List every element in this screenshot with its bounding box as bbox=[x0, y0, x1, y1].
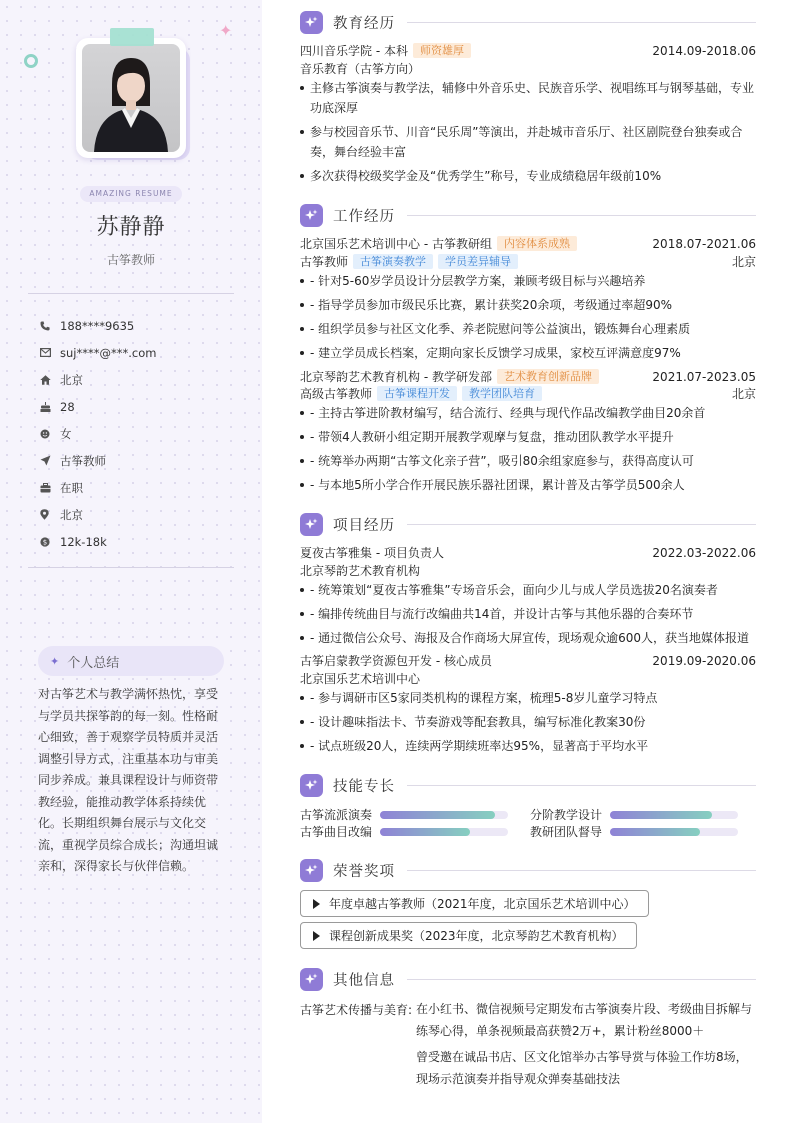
list-item: - 主持古筝进阶教材编写，结合流行、经典与现代作品改编教学曲目20余首 bbox=[300, 403, 756, 423]
other-paragraph: 曾受邀在诚品书店、区文化馆举办古筝导赏与体验工作坊8场，现场示范演奏并指导观众弹奏基础技法 bbox=[416, 1050, 748, 1086]
contact-value: 在职 bbox=[60, 480, 83, 495]
summary-header bbox=[38, 646, 224, 676]
skill-bar bbox=[610, 811, 738, 819]
skill-item bbox=[300, 806, 508, 823]
salary-icon bbox=[40, 537, 60, 547]
contact-target-role bbox=[40, 447, 240, 474]
section-other-header bbox=[300, 967, 756, 991]
skill-bar-fill bbox=[380, 811, 495, 819]
job-date: 2021.07-2023.05 bbox=[652, 370, 756, 384]
job-company: 北京琴韵艺术教育机构 - 教学研发部 bbox=[300, 370, 492, 384]
decorative-ring-icon bbox=[24, 54, 38, 68]
other-paragraph: 在小红书、微信视频号定期发布古筝演奏片段、考级曲目拆解与练琴心得，单条视频最高获赞2万+，累计粉丝8000＋ bbox=[416, 1002, 753, 1038]
job-skill-tag: 古筝演奏教学 bbox=[353, 254, 433, 269]
skill-item bbox=[530, 806, 738, 823]
skill-item bbox=[530, 823, 738, 840]
job-company-row bbox=[300, 369, 756, 385]
skill-bar bbox=[380, 828, 508, 836]
sparkle-icon bbox=[300, 968, 323, 991]
sparkle-icon bbox=[300, 11, 323, 34]
skill-bar-fill bbox=[610, 828, 700, 836]
briefcase-icon bbox=[40, 483, 60, 493]
list-item: - 针对5-60岁学员设计分层教学方案，兼顾考级目标与兴趣培养 bbox=[300, 271, 756, 291]
section-awards-header bbox=[300, 858, 756, 882]
job-city: 北京 bbox=[731, 387, 756, 401]
section-divider bbox=[407, 785, 756, 786]
section-work-header bbox=[300, 203, 756, 227]
candidate-name: 苏静静 bbox=[96, 215, 166, 240]
contact-value: 188****9635 bbox=[60, 318, 135, 333]
list-item: - 指导学员参加市级民乐比赛，累计获奖20余项，考级通过率超90% bbox=[300, 295, 756, 315]
section-title: 项目经历 bbox=[333, 517, 395, 534]
sparkle-icon bbox=[300, 513, 323, 536]
job-position-row bbox=[300, 254, 756, 270]
contact-age bbox=[40, 393, 240, 420]
section-education-header bbox=[300, 10, 756, 34]
school-tag: 师资雄厚 bbox=[413, 43, 471, 58]
gender-icon bbox=[40, 429, 60, 439]
other-label: 古筝艺术传播与美育: bbox=[300, 1003, 413, 1017]
award-item[interactable] bbox=[300, 922, 637, 949]
divider bbox=[28, 567, 234, 568]
education-school-row bbox=[300, 43, 756, 59]
section-divider bbox=[407, 22, 756, 23]
contact-value: 28 bbox=[60, 399, 75, 414]
contact-location bbox=[40, 501, 240, 528]
section-title: 荣誉奖项 bbox=[333, 863, 395, 880]
project-date: 2019.09-2020.06 bbox=[652, 654, 756, 668]
job-position: 高级古筝教师 bbox=[300, 387, 373, 401]
project-date: 2022.03-2022.06 bbox=[652, 546, 756, 560]
cake-icon bbox=[40, 402, 60, 412]
skill-name: 教研团队督导 bbox=[530, 825, 603, 839]
phone-icon bbox=[40, 321, 60, 331]
education-date: 2014.09-2018.06 bbox=[652, 44, 756, 58]
award-text: 课程创新成果奖（2023年度，北京琴韵艺术教育机构） bbox=[329, 929, 624, 943]
job-skill-tag: 学员差异辅导 bbox=[438, 254, 518, 269]
section-divider bbox=[407, 870, 756, 871]
contact-phone bbox=[40, 312, 240, 339]
list-item: - 试点班级20人，连续两学期续班率达95%，显著高于平均水平 bbox=[300, 736, 756, 756]
education-major: 音乐教育（古筝方向） bbox=[300, 62, 421, 76]
contact-value: 北京 bbox=[60, 507, 83, 522]
list-item: - 参与调研市区5家同类机构的课程方案，梳理5-8岁儿童学习特点 bbox=[300, 688, 756, 708]
list-item: - 通过微信公众号、海报及合作商场大屏宣传，现场观众逾600人，获当地媒体报道 bbox=[300, 628, 756, 648]
section-projects-header bbox=[300, 512, 756, 536]
list-item: 参与校园音乐节、川音“民乐周”等演出，并赴城市音乐厅、社区剧院登台独奏或合奏，舞台经验丰富 bbox=[300, 122, 756, 162]
list-item: 多次获得校级奖学金及“优秀学生”称号，专业成绩稳居年级前10% bbox=[300, 166, 756, 186]
contact-value: 女 bbox=[60, 426, 72, 441]
candidate-role: 古筝教师 bbox=[106, 253, 155, 267]
list-item: - 统筹策划“夏夜古筝雅集”专场音乐会，面向少儿与成人学员选拔20名演奏者 bbox=[300, 580, 756, 600]
location-icon bbox=[40, 509, 60, 520]
divider bbox=[28, 293, 234, 294]
section-title: 技能专长 bbox=[333, 778, 395, 795]
project-name: 夏夜古筝雅集 - 项目负责人 bbox=[300, 546, 444, 560]
section-title: 其他信息 bbox=[333, 972, 395, 989]
contact-list bbox=[40, 312, 240, 555]
list-item: - 组织学员参与社区文化季、养老院慰问等公益演出，锻炼舞台心理素质 bbox=[300, 319, 756, 339]
summary-title: 个人总结 bbox=[67, 655, 120, 671]
section-title: 教育经历 bbox=[333, 15, 395, 32]
section-divider bbox=[407, 979, 756, 980]
photo-frame bbox=[76, 38, 186, 158]
school-name: 四川音乐学院 - 本科 bbox=[300, 44, 408, 58]
list-item: - 编排传统曲目与流行改编曲共14首，并设计古筝与其他乐器的合奏环节 bbox=[300, 604, 756, 624]
job-position: 古筝教师 bbox=[300, 255, 349, 269]
list-item: - 带领4人教研小组定期开展教学观摩与复盘，推动团队教学水平提升 bbox=[300, 427, 756, 447]
skill-name: 古筝流派演奏 bbox=[300, 808, 373, 822]
list-item: 主修古筝演奏与教学法，辅修中外音乐史、民族音乐学、视唱练耳与钢琴基础，专业功底深厚 bbox=[300, 78, 756, 118]
contact-city bbox=[40, 366, 240, 393]
project-name-row bbox=[300, 545, 756, 561]
section-title: 工作经历 bbox=[333, 208, 395, 225]
project-name-row bbox=[300, 653, 756, 669]
play-triangle-icon bbox=[313, 931, 320, 941]
job-position-row bbox=[300, 386, 756, 402]
contact-salary bbox=[40, 528, 240, 555]
sparkle-icon: ✦ bbox=[219, 21, 233, 40]
job-date: 2018.07-2021.06 bbox=[652, 237, 756, 251]
skill-bar-fill bbox=[610, 811, 712, 819]
section-divider bbox=[407, 215, 756, 216]
list-item: - 建立学员成长档案，定期向家长反馈学习成果，家校互评满意度97% bbox=[300, 343, 756, 363]
list-item: - 与本地5所小学合作开展民族乐器社团课，累计普及古筝学员500余人 bbox=[300, 475, 756, 495]
job-skill-tag: 教学团队培育 bbox=[462, 386, 542, 401]
skill-bar bbox=[610, 828, 738, 836]
contact-status bbox=[40, 474, 240, 501]
profile-photo bbox=[76, 38, 188, 158]
award-item[interactable] bbox=[300, 890, 649, 917]
contact-value: 12k-18k bbox=[60, 534, 107, 549]
sparkle-icon bbox=[300, 204, 323, 227]
job-city: 北京 bbox=[731, 255, 756, 269]
skill-bar-fill bbox=[380, 828, 470, 836]
award-text: 年度卓越古筝教师（2021年度，北京国乐艺术培训中心） bbox=[329, 897, 636, 911]
resume-tagline: AMAZING RESUME bbox=[80, 186, 182, 202]
skill-name: 古筝曲目改编 bbox=[300, 825, 373, 839]
contact-value: 古筝教师 bbox=[60, 453, 106, 468]
sparkle-icon bbox=[300, 774, 323, 797]
mail-icon bbox=[40, 348, 60, 357]
project-org: 北京国乐艺术培训中心 bbox=[300, 672, 421, 686]
job-company: 北京国乐艺术培训中心 - 古筝教研组 bbox=[300, 237, 492, 251]
skill-bar bbox=[380, 811, 508, 819]
summary-text: 对古筝艺术与教学满怀热忱，享受与学员共探筝韵的每一刻。性格耐心细致，善于观察学员特质并灵活调整引导方式，注重基本功与审美同步养成。兼具课程设计与师资带教经验，能推动教学体系持续优化。长期组织舞台展示与文化交流，重视学员综合成长；沟通坦诚亲和，深得家长与伙伴信赖。 bbox=[38, 687, 219, 873]
send-icon bbox=[40, 455, 60, 466]
home-icon bbox=[40, 375, 60, 385]
photo-tape bbox=[110, 28, 154, 46]
skill-name: 分阶教学设计 bbox=[530, 808, 603, 822]
svg-text:$: $ bbox=[42, 538, 48, 547]
sparkle-icon bbox=[300, 859, 323, 882]
list-item: - 设计趣味指法卡、节奏游戏等配套教具，编写标准化教案30份 bbox=[300, 712, 756, 732]
list-item: - 统筹举办两期“古筝文化亲子营”，吸引80余组家庭参与，获得高度认可 bbox=[300, 451, 756, 471]
skill-item bbox=[300, 823, 508, 840]
contact-email bbox=[40, 339, 240, 366]
section-skills-header bbox=[300, 773, 756, 797]
project-name: 古筝启蒙教学资源包开发 - 核心成员 bbox=[300, 654, 492, 668]
contact-value: suj****@***.com bbox=[60, 345, 157, 360]
contact-gender bbox=[40, 420, 240, 447]
avatar bbox=[82, 44, 180, 152]
job-skill-tag: 古筝课程开发 bbox=[377, 386, 457, 401]
section-divider bbox=[407, 524, 756, 525]
job-tag: 艺术教育创新品牌 bbox=[497, 369, 599, 384]
project-org: 北京琴韵艺术教育机构 bbox=[300, 564, 421, 578]
job-company-row bbox=[300, 236, 756, 252]
play-triangle-icon bbox=[313, 899, 320, 909]
sparkle-icon: ✦ bbox=[50, 654, 60, 668]
contact-value: 北京 bbox=[60, 372, 83, 387]
sidebar bbox=[0, 0, 262, 1123]
job-tag: 内容体系成熟 bbox=[497, 236, 577, 251]
